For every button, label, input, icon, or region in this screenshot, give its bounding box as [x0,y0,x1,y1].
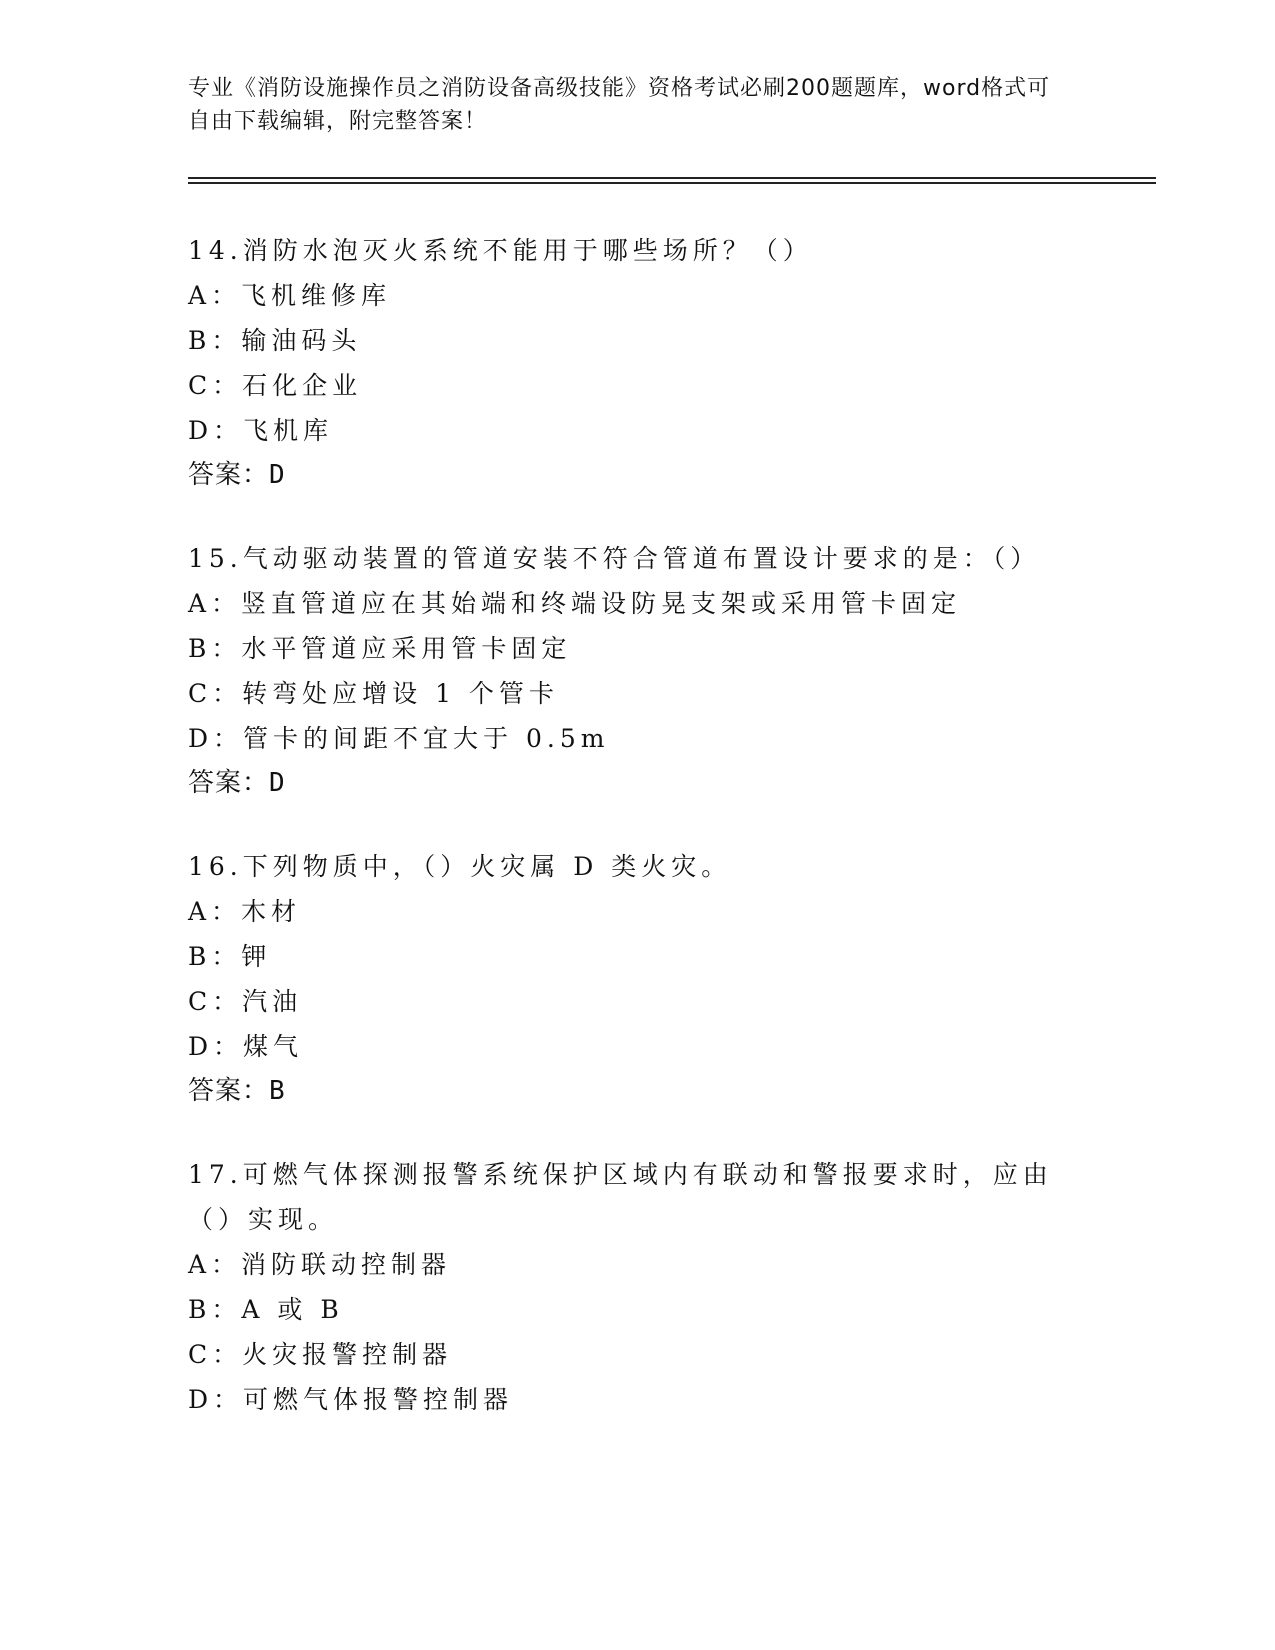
answer-line [188,1069,1088,1114]
answer-line [188,761,1088,806]
option-d: D：可燃气体报警控制器 [188,1385,514,1414]
question-15 [188,536,1088,806]
answer-value: D [269,768,286,798]
answer-label: 答案： [188,768,270,798]
answer-label: 答案： [188,460,270,490]
question-list [188,228,1088,1460]
option-b: B：水平管道应采用管卡固定 [188,634,572,663]
answer-value: B [269,1076,286,1106]
option-b: B：A 或 B [188,1295,344,1324]
question-stem: 14.消防水泡灭火系统不能用于哪些场所？（） [188,236,813,265]
option-c: C：汽油 [188,987,303,1016]
option-b: B：输油码头 [188,326,362,355]
question-17 [188,1152,1088,1422]
option-a: A：消防联动控制器 [188,1250,452,1279]
option-d: D：煤气 [188,1032,304,1061]
header-divider-top [188,177,1156,179]
option-a: A：竖直管道应在其始端和终端设防晃支架或采用管卡固定 [188,589,962,618]
question-stem: 17.可燃气体探测报警系统保护区域内有联动和警报要求时，应由（）实现。 [188,1160,1053,1234]
option-d: D：管卡的间距不宜大于 0.5m [188,724,610,753]
header-divider-bottom [188,182,1156,184]
question-16 [188,844,1088,1114]
question-stem: 15.气动驱动装置的管道安装不符合管道布置设计要求的是：（） [188,544,1041,573]
option-c: C：火灾报警控制器 [188,1340,453,1369]
option-a: A：木材 [188,897,302,926]
answer-value: D [269,460,286,490]
option-d: D：飞机库 [188,416,334,445]
answer-line [188,453,1088,498]
option-c: C：石化企业 [188,371,363,400]
option-c: C：转弯处应增设 1 个管卡 [188,679,559,708]
question-stem: 16.下列物质中，（）火灾属 D 类火灾。 [188,852,732,881]
option-b: B：钾 [188,942,272,971]
answer-label: 答案： [188,1076,270,1106]
document-header: 专业《消防设施操作员之消防设备高级技能》资格考试必刷200题题库，word格式可自由下载编辑，附完整答案！ [188,76,1051,134]
option-a: A：飞机维修库 [188,281,392,310]
question-14 [188,228,1088,498]
